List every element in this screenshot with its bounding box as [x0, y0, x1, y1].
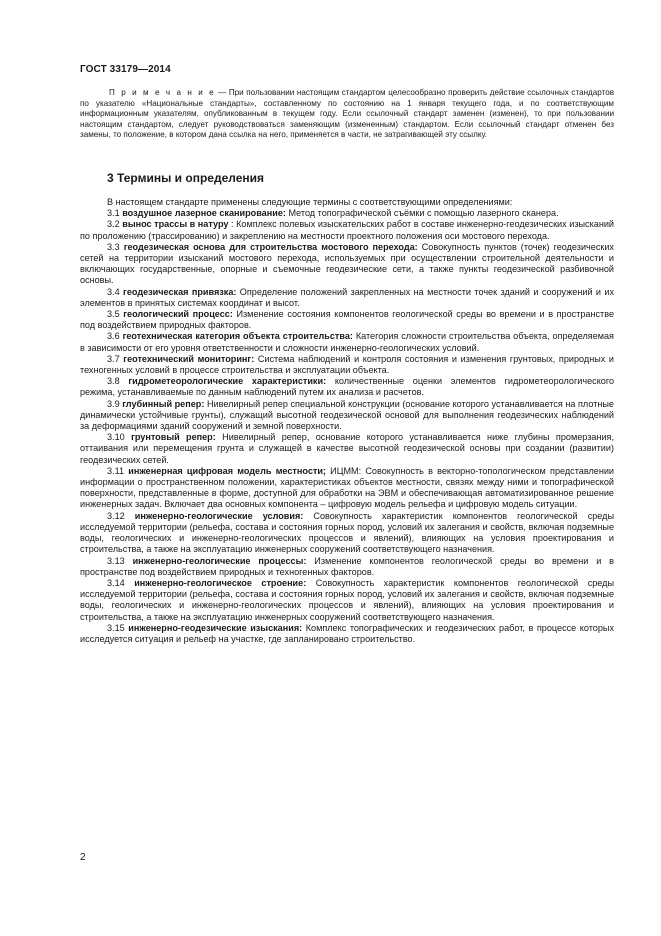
term-name: инженерно-геологические процессы:: [132, 555, 307, 566]
term-number: 3.14: [107, 577, 125, 588]
term-3-15: [80, 623, 614, 645]
page-number: 2: [80, 852, 86, 863]
term-number: 3.5: [107, 309, 120, 320]
term-3-5: [80, 309, 614, 331]
term-name: вынос трассы в натуру: [122, 219, 229, 230]
reference-note: [80, 88, 614, 141]
term-number: 3.11: [107, 465, 125, 476]
term-3-13: [80, 556, 614, 578]
term-3-11: [80, 466, 614, 511]
term-3-14: [80, 578, 614, 623]
term-definition: количественные оценки элементов гидрометеорологического режима, устанавливаемые по данным наблюдений путем их анализа и расчетов.: [80, 376, 615, 398]
term-number: 3.13: [107, 555, 125, 566]
term-definition: ИЦММ: Совокупность в векторно-топологическом представлении информации о пространственном положении, характеристиках объектов местности, связях между ними и топографической поверхности, представленные в форме, доступной для обработки на ЭВМ и обеспечивающая автоматизированное решение инженерных задач. Включает два основных компонента – цифровую модель рельефа и цифровую модель ситуации.: [80, 465, 615, 510]
term-name: инженерно-геологическое строение:: [134, 577, 307, 588]
term-definition: Изменение компонентов геологической среды во времени и в пространстве под воздействием природных и техногенных факторов.: [80, 555, 614, 577]
term-number: 3.8: [107, 376, 120, 387]
term-number: 3.6: [107, 331, 120, 342]
term-definition: Комплекс топографических и геодезических работ, в процессе которых исследуется ситуация и рельеф на участке, где запланировано строительство.: [80, 622, 614, 644]
term-name: геотехническая категория объекта строительства:: [122, 331, 353, 342]
term-definition: Метод топографической съёмки с помощью лазерного сканера.: [285, 208, 559, 219]
term-definition: Нивелирный репер специальной конструкции (основание которого устанавливается на плотные динамически устойчивые грунты), служащий высотной геодезической основой для выполнения геодезических наблюдений за деформациями зданий сооружений и земной поверхности.: [80, 398, 614, 432]
term-number: 3.2: [107, 219, 120, 230]
term-number: 3.9: [107, 398, 120, 409]
section-intro: В настоящем стандарте применены следующие термины с соответствующими определениями:: [107, 197, 513, 207]
document-header-code: ГОСТ 33179—2014: [80, 64, 171, 75]
term-3-8: [80, 376, 614, 398]
term-3-7: [80, 354, 614, 376]
term-3-1: [80, 208, 614, 219]
term-name: геотехнический мониторинг:: [123, 353, 255, 364]
term-number: 3.10: [107, 432, 125, 443]
term-definition: Совокупность характеристик компонентов геологической среды исследуемой территории (рельефа, состава и состояния горных пород, условий их залегания и свойств, включая подземные воды, геологических и инженерно-геологических процессов и явлений), влияющих на условия проектирования и строительства, а также на эксплуатацию инженерных сооружений соответствующего назначения.: [80, 577, 615, 622]
term-definition: Нивелирный репер, основание которого устанавливается ниже глубины промерзания, оттаивания или перемещения грунта и служащей в качестве высотной геодезической основы при создании (развитии) геодезических сетей.: [80, 432, 614, 465]
note-label: П р и м е ч а н и е: [109, 88, 216, 97]
term-name: геологический процесс:: [123, 309, 233, 320]
term-3-6: [80, 331, 614, 353]
term-definition: : Комплекс полевых изыскательских работ в составе инженерно-геодезических изысканий по проложению (трассированию) и закреплению на местности проектного положения оси мостового перехода.: [80, 219, 614, 241]
term-name: геодезическая привязка:: [123, 286, 237, 297]
terms-body: [80, 197, 614, 645]
term-definition: Совокупность пунктов (точек) геодезических сетей на территории изысканий мостового перехода, используемых при осуществлении строительной деятельности и включающих государственные, опорные и съемочные геодезические сети, а также пункты геодезической разбивочной основы.: [80, 241, 614, 286]
term-name: инженерная цифровая модель местности;: [128, 465, 326, 476]
term-definition: Система наблюдений и контроля состояния и изменения грунтовых, природных и техногенных условий в процессе строительства и эксплуатации объекта.: [80, 353, 615, 376]
term-name: инженерно-геодезические изыскания:: [128, 622, 303, 633]
term-3-2: [80, 219, 614, 241]
term-definition: Категория сложности строительства объекта, определяемая в зависимости от его уровня ответственности и сложности инженерно-геологических условий.: [80, 331, 614, 353]
term-definition: Совокупность характеристик компонентов геологической среды исследуемой территории (рельефа, состава и состояния горных пород, условий их залегания и свойств, включая подземные воды, геологических и инженерно-геологических процессов и явлений), влияющих на условия проектирования и строительства, а также на эксплуатацию инженерных сооружений соответствующего назначения.: [80, 510, 614, 555]
section-title: 3 Термины и определения: [107, 171, 265, 185]
term-definition: Изменение состояния компонентов геологической среды во времени и в пространстве под воздействием природных факторов.: [80, 309, 614, 331]
term-number: 3.1: [107, 208, 120, 219]
term-number: 3.4: [107, 286, 120, 297]
term-name: воздушное лазерное сканирование:: [122, 208, 286, 219]
term-3-9: [80, 399, 614, 433]
term-3-10: [80, 432, 614, 466]
term-name: глубинный репер:: [122, 398, 205, 409]
term-number: 3.7: [107, 353, 120, 364]
term-name: гидрометеорологические характеристики:: [128, 376, 327, 387]
term-number: 3.15: [107, 622, 125, 633]
term-name: грунтовый репер:: [131, 432, 216, 443]
term-3-4: [80, 287, 614, 309]
term-number: 3.12: [107, 510, 125, 521]
term-number: 3.3: [107, 241, 120, 252]
term-name: инженерно-геологические условия:: [134, 510, 304, 521]
note-text: — При пользовании настоящим стандартом целесообразно проверить действие ссылочных стандартов по указателю «Национальные стандарты», составленному по состоянию на 1 января текущего года, и по соответствующим информационным указателям, опубликованным в текущем году. Если ссылочный стандарт заменен (изменен), то при пользовании настоящим стандартом, следует руководствоваться заменяющим (измененным) стандартом. Если ссылочный стандарт отменен без замены, то положение, в котором дана ссылка на него, применяется в части, не затрагивающей эту ссылку.: [80, 88, 615, 140]
term-name: геодезическая основа для строительства мостового перехода:: [123, 241, 418, 252]
term-3-3: [80, 242, 614, 287]
term-3-12: [80, 511, 614, 556]
term-definition: Определение положений закрепленных на местности точек зданий и сооружений и их элементов в принятых системах координат и высот.: [80, 286, 614, 308]
